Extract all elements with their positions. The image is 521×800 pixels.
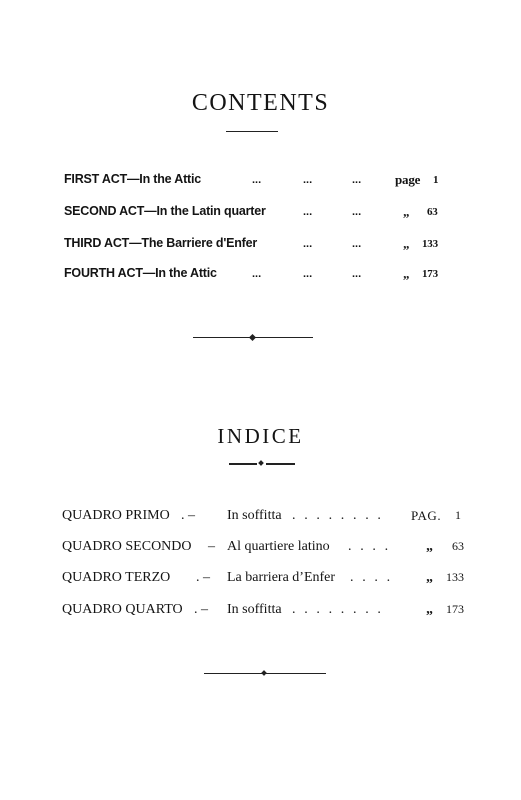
quadro-separator: . –	[196, 570, 210, 585]
leader-dots: ...	[352, 174, 362, 186]
contents-act-label: FOURTH ACT—In the Attic	[64, 266, 217, 280]
contents-title: CONTENTS	[191, 90, 330, 116]
contents-act-label: SECOND ACT—In the Latin quarter	[64, 204, 266, 218]
leader-dots: ...	[352, 238, 362, 250]
quadro-label: QUADRO TERZO	[62, 570, 171, 585]
page-number: 173	[446, 602, 464, 616]
leader-dots: . . . . . . . .	[292, 602, 384, 617]
contents-row	[0, 172, 521, 190]
pag-label: PAG.	[411, 508, 442, 523]
contents-act-label: THIRD ACT—The Barriere d'Enfer	[64, 236, 258, 250]
ditto-mark: „	[403, 266, 410, 281]
ditto-mark: „	[426, 539, 433, 554]
ornamental-divider	[193, 334, 313, 342]
page-number: 133	[422, 238, 438, 250]
page-number: 133	[446, 570, 464, 584]
quadro-separator: . –	[194, 602, 208, 617]
page-number: 63	[427, 206, 438, 218]
leader-dots: ...	[303, 206, 313, 218]
page-label: page	[395, 172, 421, 187]
page-number: 1	[433, 174, 439, 186]
quadro-separator: –	[208, 539, 215, 554]
leader-dots: ...	[252, 268, 262, 280]
scene-label: Al quartiere latino	[227, 539, 330, 554]
ornamental-divider	[204, 670, 326, 678]
quadro-label: QUADRO QUARTO	[62, 602, 183, 617]
indice-title-ornament	[229, 460, 295, 468]
page-number: 63	[452, 539, 464, 553]
indice-title: INDICE	[217, 424, 304, 448]
leader-dots: ...	[352, 268, 362, 280]
quadro-separator: . –	[181, 508, 195, 523]
contents-title-rule	[226, 131, 278, 132]
indice-row	[0, 602, 521, 622]
scene-label: In soffitta	[227, 602, 282, 617]
leader-dots: . . . . . . . .	[292, 508, 384, 523]
quadro-label: QUADRO SECONDO	[62, 539, 192, 554]
contents-row	[0, 204, 521, 222]
contents-row	[0, 266, 521, 284]
leader-dots: ...	[252, 174, 262, 186]
page-number: 173	[422, 268, 438, 280]
indice-row	[0, 539, 521, 559]
indice-row	[0, 570, 521, 590]
contents-act-label: FIRST ACT—In the Attic	[64, 172, 202, 186]
ditto-mark: „	[403, 236, 410, 251]
contents-row	[0, 236, 521, 254]
scene-label: In soffitta	[227, 508, 282, 523]
page-number: 1	[455, 508, 461, 522]
leader-dots: ...	[303, 268, 313, 280]
divider-diamond	[249, 334, 256, 341]
quadro-label: QUADRO PRIMO	[62, 508, 170, 523]
ditto-mark: „	[403, 204, 410, 219]
leader-dots: ...	[303, 174, 313, 186]
indice-row	[0, 508, 521, 528]
leader-dots: . . . .	[350, 570, 393, 585]
leader-dots: . . . .	[348, 539, 391, 554]
divider-diamond	[261, 670, 267, 676]
ditto-mark: „	[426, 570, 433, 585]
scene-label: La barriera d’Enfer	[227, 570, 336, 585]
ditto-mark: „	[426, 602, 433, 617]
leader-dots: ...	[303, 238, 313, 250]
leader-dots: ...	[352, 206, 362, 218]
